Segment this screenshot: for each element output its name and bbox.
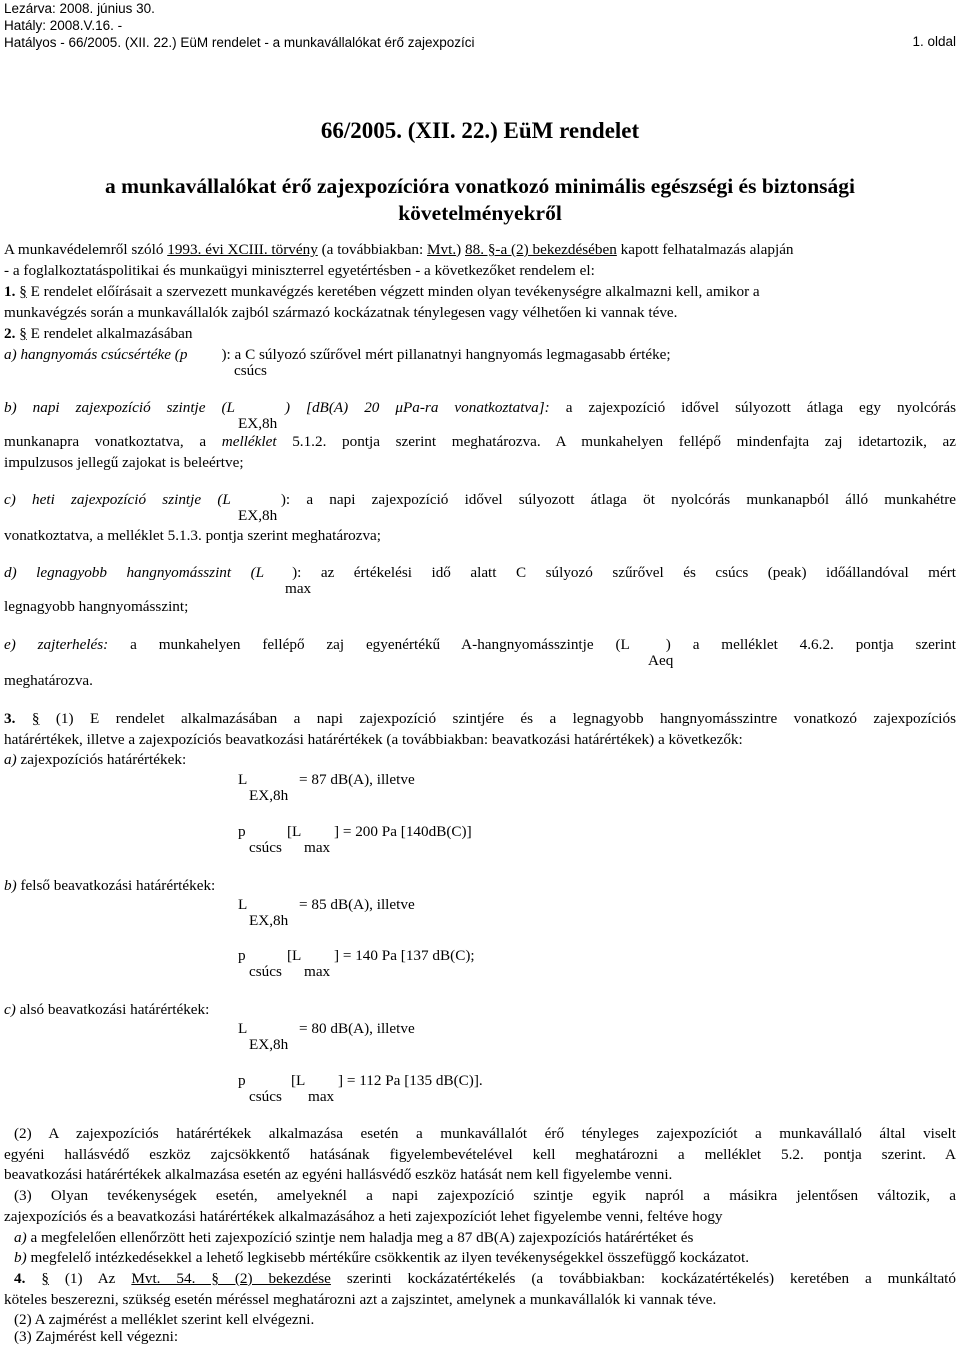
limit-value: ] = 112 Pa [135 dB(C)]. [338, 1072, 483, 1089]
definition-term: b) napi zajexpozíció szintje (L [4, 399, 235, 416]
subscript-csucs: csúcs [234, 362, 267, 379]
section-number: 4. [14, 1270, 26, 1287]
subscript-max: max [308, 1088, 335, 1105]
section-3-p2-line-2: egyéni hallásvédő eszköz zajcsökkentő hatásának figyelembevételével kell meghatározni a melléklet 5.2. pontja szerint. A [4, 1146, 956, 1163]
subscript-ex8h: EX,8h [249, 912, 289, 929]
subscript-max: max [304, 839, 331, 856]
list-marker: a) [4, 751, 17, 768]
definition-text: munkanapra vonatkoztatva, a [4, 433, 222, 450]
header-closed-date: Lezárva: 2008. június 30. [4, 1, 155, 16]
limit-group-label: felső beavatkozási határértékek: [16, 877, 216, 894]
header-effect-date: Hatály: 2008.V.16. - [4, 18, 123, 33]
limit-symbol: [L [291, 1072, 306, 1089]
limit-group-label: zajexpozíciós határértékek: [16, 751, 187, 768]
definition-e-line-2: meghatározva. [4, 672, 93, 689]
definition-term: ) [dB(A) 20 μPa-ra vonatkoztatva]: [285, 399, 550, 416]
section-4-line-4: (3) Zajmérést kell végezni: [14, 1328, 179, 1345]
page-title: 66/2005. (XII. 22.) EüM rendelet [320, 118, 640, 143]
section-3-line-2: határértékek, illetve a zajexpozíciós beavatkozási határértékek (a továbbiakban: beavatkozási határértékek) a következők: [4, 731, 743, 748]
preamble-text: kapott felhatalmazás alapján [616, 241, 794, 258]
limit-value: = 80 dB(A), illetve [299, 1020, 415, 1037]
preamble-line-2: - a foglalkoztatáspolitikai és munkaügyi miniszterrel egyetértésben - a következőket rendelem el: [4, 262, 595, 279]
definition-term: a) hangnyomás csúcsértéke (p [4, 346, 188, 363]
section-text: E rendelet előírásait a szervezett munkavégzés keretében végzett minden olyan tevékenységre alkalmazni kell, amikor a [26, 283, 760, 300]
page-subtitle [0, 173, 960, 227]
limit-value: = 87 dB(A), illetve [299, 771, 415, 788]
section-3-p3-line-2: zajexpozíciós és a beavatkozási határértékek alkalmazásához a heti zajexpozíciót lehet figyelembe venni, feltéve hogy [4, 1208, 723, 1225]
section-3-p2-line-3: beavatkozási határértékek alkalmazása esetén az egyéni hallásvédő eszköz hatását nem kell figyelembe venni. [4, 1166, 673, 1183]
header-doc-ref: Hatályos - 66/2005. (XII. 22.) EüM rendelet - a munkavállalókat érő zajexpozíci [4, 35, 475, 50]
section-text: szerinti kockázatértékelés (a továbbiakban: kockázatértékelés) keretében a munkáltató [330, 1270, 956, 1287]
page-number: 1. oldal [912, 34, 956, 49]
paragraph-sign-link[interactable]: § [19, 283, 27, 300]
definition-text: a munkahelyen fellépő zaj egyenértékű A-hangnyomásszintje (L [108, 636, 630, 653]
section-2-intro [4, 324, 956, 344]
list-text: megfelelő intézkedésekkel a lehető legkisebb mértékűre csökkentik az ilyen tevékenységekkel összefüggő kockázatot. [26, 1249, 750, 1266]
limit-symbol: p [238, 823, 246, 840]
definition-b-line-3: impulzusos jellegű zajokat is beleértve; [4, 454, 244, 471]
definition-term: e) zajterhelés: [4, 636, 109, 653]
limit-symbol: [L [287, 823, 302, 840]
definition-term: c) heti zajexpozíció szintje (L [4, 491, 231, 508]
limit-group-c-label [4, 1000, 956, 1020]
limit-symbol: L [238, 896, 248, 913]
definition-a [4, 345, 956, 365]
subscript-max: max [304, 963, 331, 980]
section-number: 3. [4, 710, 16, 727]
limit-symbol: p [238, 1072, 246, 1089]
definition-c [4, 490, 956, 510]
definition-c-line-2: vonatkoztatva, a melléklet 5.1.3. pontja szerint meghatározva; [4, 527, 382, 544]
subtitle-line-1: a munkavállalókat érő zajexpozícióra vonatkozó minimális egészségi és biztonsági [104, 174, 856, 198]
definition-b-line-2 [4, 432, 956, 452]
subscript-max: max [285, 580, 312, 597]
preamble-line-1 [4, 240, 956, 260]
definition-b [4, 398, 956, 418]
paragraph-sign-link[interactable]: § [19, 325, 27, 342]
definition-term: d) legnagyobb hangnyomásszint (L [4, 564, 265, 581]
section-number: 2. [4, 325, 16, 342]
section-4-line-2: köteles beszerezni, szükség esetén méréssel meghatározni azt a zajszintet, amelynek a munkavállalók ki vannak téve. [4, 1291, 717, 1308]
definition-text: ): az értékelési idő alatt C súlyozó szűrővel és csúcs (peak) időállandóval mért [292, 564, 956, 581]
limit-group-label: alsó beavatkozási határértékek: [15, 1001, 210, 1018]
subscript-ex8h: EX,8h [249, 1036, 289, 1053]
limit-value: = 85 dB(A), illetve [299, 896, 415, 913]
definition-d-line-2: legnagyobb hangnyomásszint; [4, 598, 189, 615]
preamble-text: A munkavédelemről szóló [4, 241, 168, 258]
subtitle-line-2: követelményekről [398, 201, 562, 225]
section-number: 1. [4, 283, 16, 300]
link-mvt[interactable]: Mvt. [427, 241, 457, 258]
definition-text: ): a napi zajexpozíció idővel súlyozott átlaga öt nyolcórás munkanapból álló munkahétre [280, 491, 956, 508]
limit-symbol: p [238, 947, 246, 964]
section-3-p3-a [14, 1228, 956, 1248]
definition-e [4, 635, 956, 655]
definition-d [4, 563, 956, 583]
subscript-csucs: csúcs [249, 963, 282, 980]
section-text: E rendelet alkalmazásában [26, 325, 193, 342]
preamble-text: (a továbbiakban: [317, 241, 428, 258]
definition-text: melléklet [221, 433, 277, 450]
subscript-ex8h: EX,8h [238, 415, 278, 432]
definition-text: 5.1.2. pontja szerint meghatározva. A munkahelyen fellépő mindenfajta zaj idetartozik, az [276, 433, 956, 450]
limit-group-a-label [4, 750, 956, 770]
section-1-line-2: munkavégzés során a munkavállalók zajból származó kockázatnak ténylegesen vagy vélhetően ki vannak téve. [4, 304, 678, 321]
section-3-line-1 [4, 709, 956, 729]
preamble-text: ) [456, 241, 466, 258]
link-act-1993[interactable]: 1993. évi XCIII. törvény [167, 241, 318, 258]
limit-symbol: L [238, 771, 248, 788]
subscript-csucs: csúcs [249, 839, 282, 856]
link-88-paragraph[interactable]: 88. §-a (2) bekezdésében [465, 241, 617, 258]
list-marker: c) [4, 1001, 16, 1018]
limit-value: ] = 140 Pa [137 dB(C); [334, 947, 475, 964]
list-marker: b) [14, 1249, 27, 1266]
definition-text: ): a C súlyozó szűrővel mért pillanatnyi hangnyomás legmagasabb értéke; [221, 346, 671, 363]
limit-group-b-label [4, 876, 956, 896]
list-marker: b) [4, 877, 17, 894]
subscript-ex8h: EX,8h [238, 507, 278, 524]
section-text: (1) E rendelet alkalmazásában a napi zajexpozíció szintjére és a legnagyobb hangnyomásszintre vonatkozó zajexpozíciós [39, 710, 956, 727]
subscript-aeq: Aeq [648, 652, 674, 669]
subscript-ex8h: EX,8h [249, 787, 289, 804]
subscript-csucs: csúcs [249, 1088, 282, 1105]
list-text: a megfelelően ellenőrzött heti zajexpozíció szintje nem haladja meg a 87 dB(A) zajexpozíciós határértéket és [26, 1229, 694, 1246]
section-3-p2-line-1: (2) A zajexpozíciós határértékek alkalmazása esetén a munkavállalót érő tényleges zajexpozíciót a munkavállaló által viselt [14, 1125, 956, 1142]
section-3-p3-line-1: (3) Olyan tevékenységek esetén, amelyeknél a napi zajexpozíció szintje egyik napról a másikra jelentősen változik, a [14, 1187, 956, 1204]
definition-text: a zajexpozíció idővel súlyozott átlaga egy nyolcórás [549, 399, 957, 416]
section-text: (1) Az [48, 1270, 132, 1287]
limit-value: ] = 200 Pa [140dB(C)] [334, 823, 472, 840]
limit-symbol: [L [287, 947, 302, 964]
section-4-line-1 [14, 1269, 956, 1289]
list-marker: a) [14, 1229, 27, 1246]
section-4-line-3: (2) A zajmérést a melléklet szerint kell elvégezni. [14, 1311, 315, 1328]
definition-text: ) a melléklet 4.6.2. pontja szerint [665, 636, 956, 653]
paragraph-sign-link[interactable]: § [41, 1270, 49, 1287]
paragraph-sign-link[interactable]: § [31, 710, 40, 727]
limit-symbol: L [238, 1020, 248, 1037]
link-mvt-54[interactable]: Mvt. 54. § (2) bekezdése [131, 1270, 331, 1287]
section-3-p3-b [14, 1248, 956, 1268]
section-1-line-1 [4, 282, 956, 302]
